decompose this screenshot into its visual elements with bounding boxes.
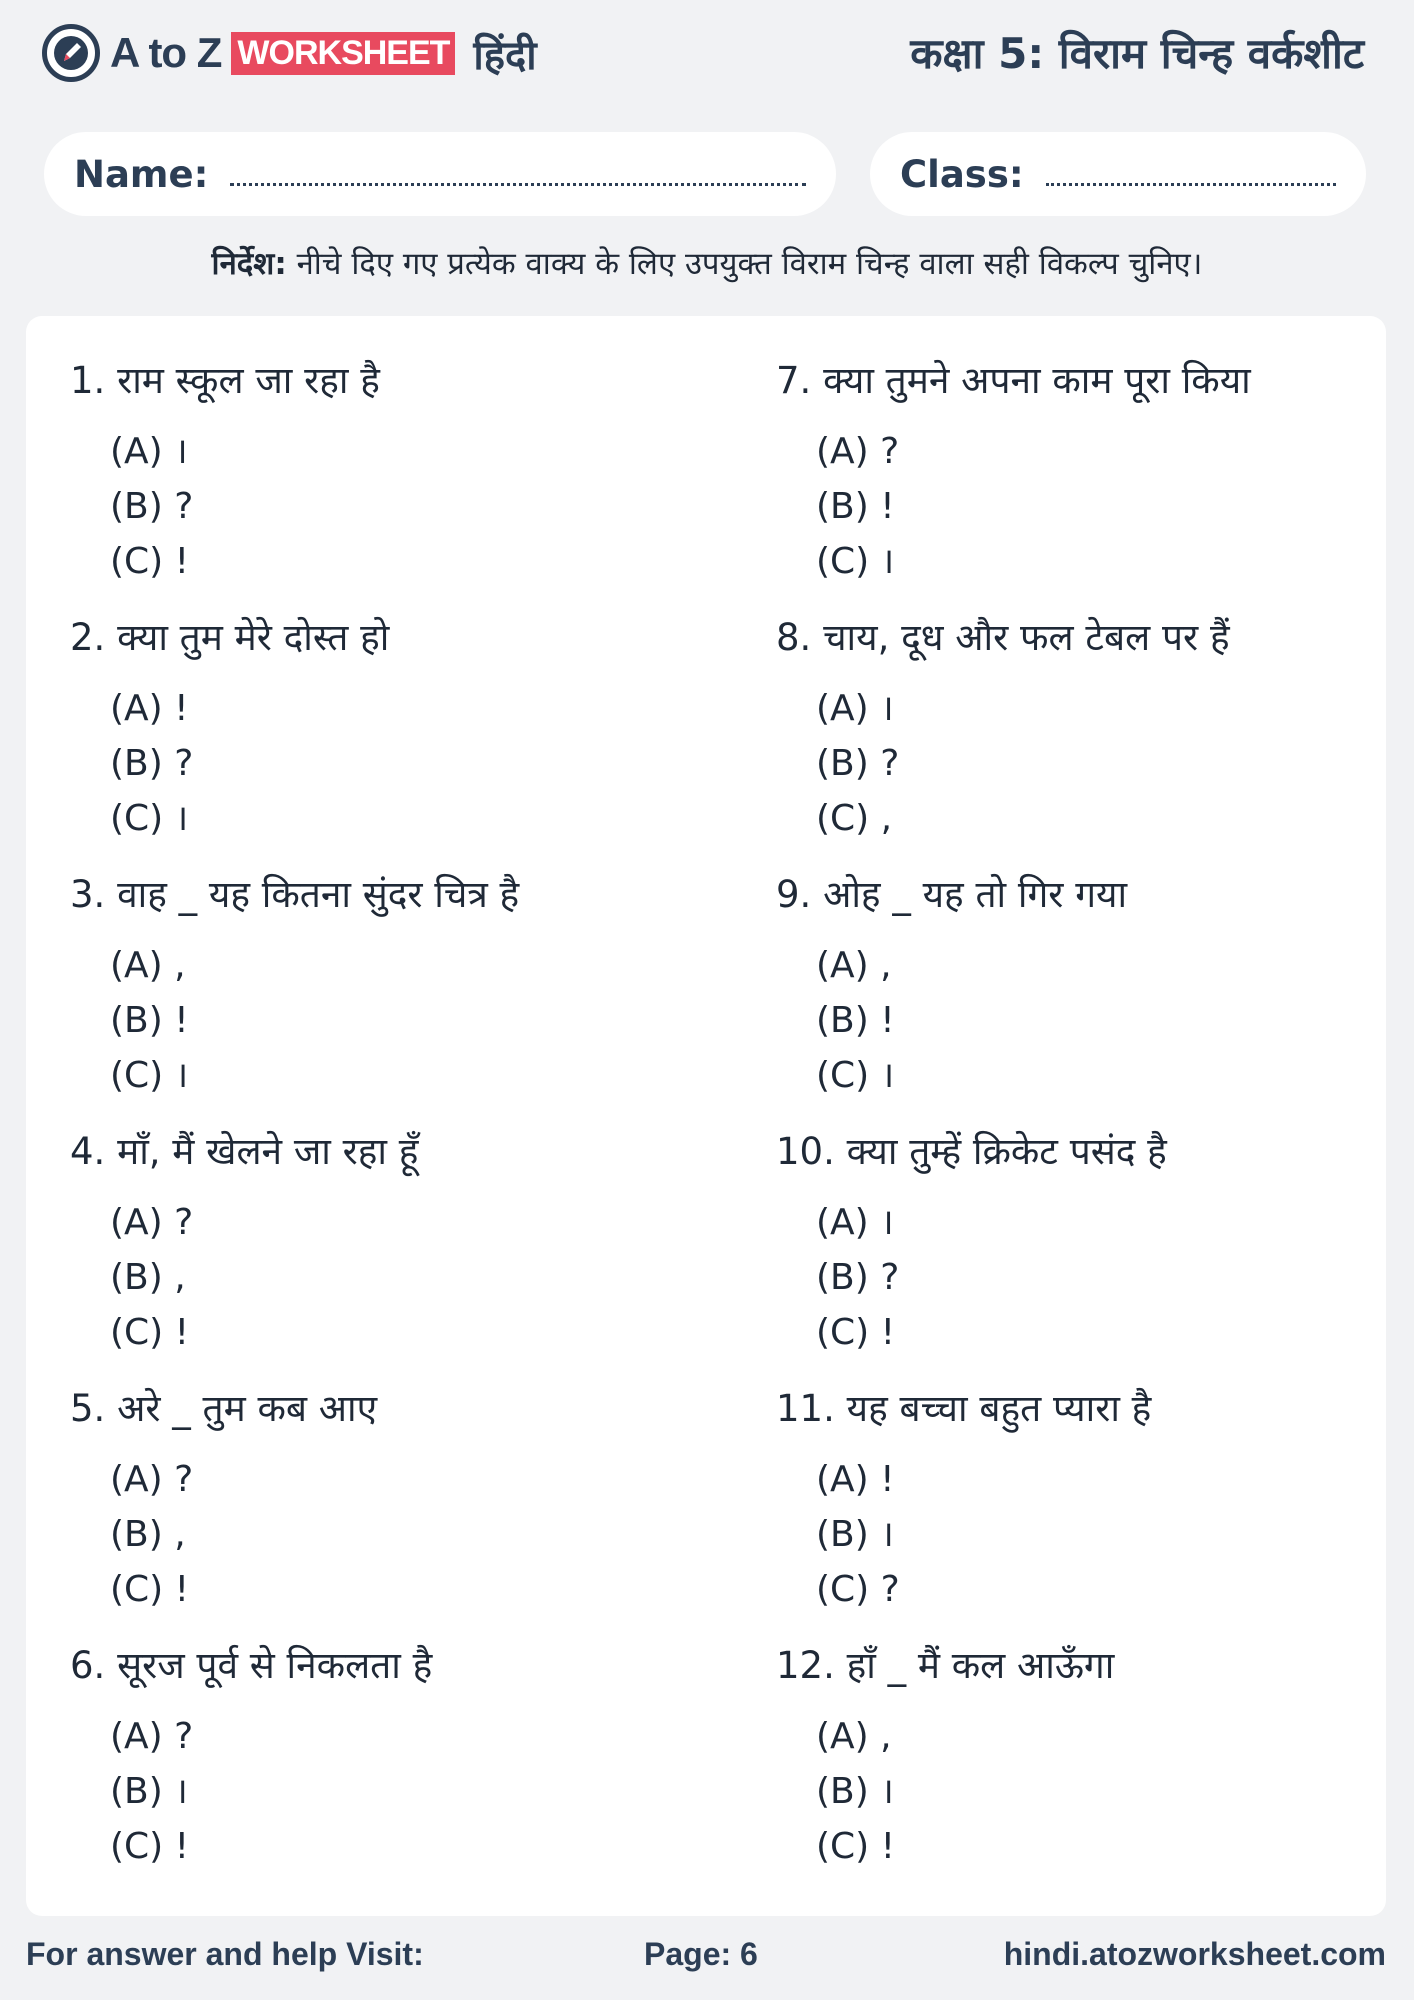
question: [70, 1384, 519, 1641]
pencil-icon: [42, 24, 100, 82]
option-list: [816, 681, 1251, 846]
answer-option[interactable]: (B) !: [110, 1000, 189, 1041]
answer-option[interactable]: (A) ,: [816, 945, 892, 986]
instruction-text: नीचे दिए गए प्रत्येक वाक्य के लिए उपयुक्त विराम चिन्ह वाला सही विकल्प चुनिए।: [286, 246, 1203, 282]
answer-option[interactable]: (B) ?: [816, 743, 900, 784]
answer-option[interactable]: (A) ?: [110, 1459, 194, 1500]
answer-option[interactable]: (C) ।: [110, 1055, 189, 1096]
option-list: [110, 938, 519, 1103]
answer-option[interactable]: (C) !: [110, 1312, 190, 1353]
question: [776, 613, 1251, 870]
option-list: [110, 1709, 519, 1874]
question-text: 10. क्या तुम्हें क्रिकेट पसंद है: [776, 1130, 1167, 1173]
answer-option[interactable]: (A) ,: [110, 945, 186, 986]
class-field[interactable]: [870, 132, 1366, 216]
option-list: [110, 681, 519, 846]
answer-option[interactable]: (A) ?: [110, 1716, 194, 1757]
question: [776, 356, 1251, 613]
option-list: [816, 1195, 1251, 1360]
page-title: कक्षा 5: विराम चिन्ह वर्कशीट: [910, 29, 1364, 78]
answer-option[interactable]: (B) ?: [110, 486, 194, 527]
question-text: 7. क्या तुमने अपना काम पूरा किया: [776, 359, 1251, 402]
question-card: [26, 316, 1386, 1916]
answer-option[interactable]: (C) !: [110, 541, 190, 582]
logo-language: हिंदी: [473, 32, 537, 79]
question-text: 8. चाय, दूध और फल टेबल पर हैं: [776, 616, 1230, 659]
answer-option[interactable]: (A) ।: [816, 688, 894, 729]
answer-option[interactable]: (C) !: [110, 1569, 190, 1610]
answer-option[interactable]: (C) ।: [816, 1055, 895, 1096]
answer-option[interactable]: (B) ?: [110, 743, 194, 784]
question-text: 4. माँ, मैं खेलने जा रहा हूँ: [70, 1130, 419, 1173]
answer-option[interactable]: (A) ,: [816, 1716, 892, 1757]
footer: [0, 1930, 1414, 1980]
answer-option[interactable]: (C) !: [816, 1312, 896, 1353]
answer-option[interactable]: (B) !: [816, 1000, 895, 1041]
answer-option[interactable]: (A) ?: [110, 1202, 194, 1243]
answer-option[interactable]: (C) ।: [816, 541, 895, 582]
answer-option[interactable]: (B) ।: [816, 1514, 894, 1555]
answer-option[interactable]: (B) !: [816, 486, 895, 527]
option-list: [110, 1452, 519, 1617]
header: [0, 0, 1414, 110]
option-list: [816, 938, 1251, 1103]
question: [70, 1127, 519, 1384]
answer-option[interactable]: (A) ।: [816, 1202, 894, 1243]
question: [776, 870, 1251, 1127]
question-text: 12. हाँ _ मैं कल आऊँगा: [776, 1644, 1115, 1687]
answer-option[interactable]: (C) ।: [110, 798, 189, 839]
answer-option[interactable]: (B) ?: [816, 1257, 900, 1298]
question-text: 3. वाह _ यह कितना सुंदर चित्र है: [70, 873, 520, 916]
answer-option[interactable]: (C) ,: [816, 798, 893, 839]
instruction: [0, 242, 1414, 284]
answer-option[interactable]: (C) !: [110, 1826, 190, 1867]
class-label: Class:: [900, 152, 1024, 196]
option-list: [816, 1452, 1251, 1617]
option-list: [110, 1195, 519, 1360]
answer-option[interactable]: (C) !: [816, 1826, 896, 1867]
answer-option[interactable]: (B) ,: [110, 1257, 186, 1298]
question: [70, 1641, 519, 1898]
option-list: [816, 424, 1251, 589]
answer-option[interactable]: (C) ?: [816, 1569, 900, 1610]
question-text: 5. अरे _ तुम कब आए: [70, 1387, 378, 1430]
name-line[interactable]: [230, 183, 806, 186]
question: [776, 1127, 1251, 1384]
question-text: 1. राम स्कूल जा रहा है: [70, 359, 380, 402]
answer-option[interactable]: (A) ?: [816, 431, 900, 472]
answer-option[interactable]: (A) !: [816, 1459, 895, 1500]
question-text: 2. क्या तुम मेरे दोस्त हो: [70, 616, 390, 659]
instruction-label: निर्देश:: [211, 246, 287, 282]
answer-option[interactable]: (A) !: [110, 688, 189, 729]
option-list: [110, 424, 519, 589]
class-line[interactable]: [1046, 183, 1336, 186]
answer-option[interactable]: (B) ।: [816, 1771, 894, 1812]
right-column: [776, 356, 1251, 1898]
question-text: 9. ओह _ यह तो गिर गया: [776, 873, 1128, 916]
question: [70, 356, 519, 613]
page-number: Page: 6: [644, 1936, 758, 1972]
logo-text: A to Z: [110, 29, 222, 76]
logo-badge: WORKSHEET: [231, 32, 455, 75]
answer-option[interactable]: (B) ।: [110, 1771, 188, 1812]
answer-option[interactable]: (A) ।: [110, 431, 188, 472]
footer-help: For answer and help Visit:: [26, 1936, 424, 1972]
footer-website-link[interactable]: hindi.atozworksheet.com: [1003, 1936, 1386, 1972]
question-text: 6. सूरज पूर्व से निकलता है: [70, 1644, 433, 1687]
question: [776, 1384, 1251, 1641]
question-text: 11. यह बच्चा बहुत प्यारा है: [776, 1387, 1152, 1430]
question: [70, 613, 519, 870]
brand-logo[interactable]: [42, 22, 537, 84]
question: [776, 1641, 1251, 1898]
option-list: [816, 1709, 1251, 1874]
answer-option[interactable]: (B) ,: [110, 1514, 186, 1555]
left-column: [70, 356, 519, 1898]
question: [70, 870, 519, 1127]
name-field[interactable]: [44, 132, 836, 216]
name-label: Name:: [74, 152, 209, 196]
